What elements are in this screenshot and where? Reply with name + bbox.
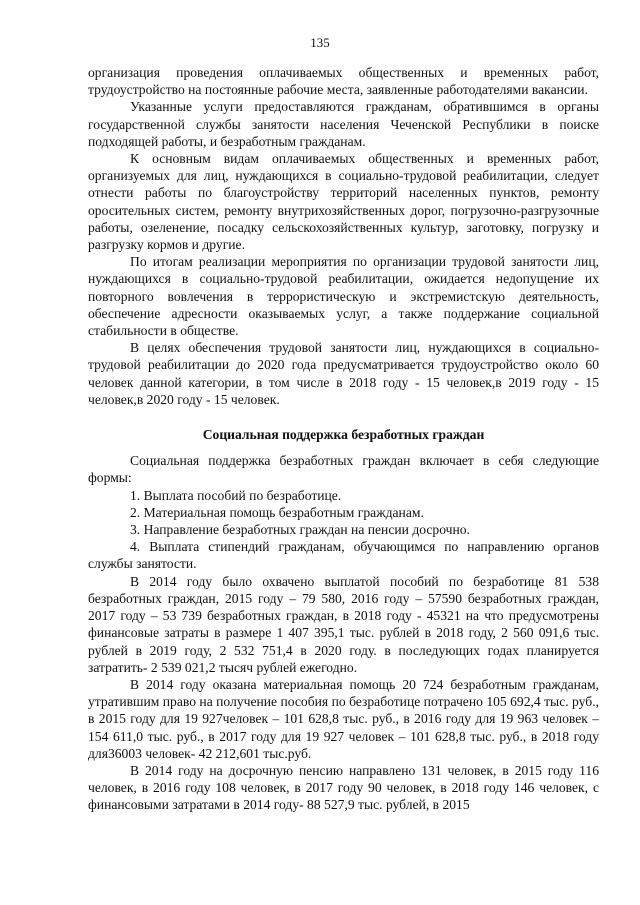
page-number: 135 xyxy=(310,35,330,50)
paragraph: организация проведения оплачиваемых общественных и временных работ, трудоустройство на постоянные рабочие места, заявленные работодателями вакансии. xyxy=(88,65,599,98)
list-item: 3. Направление безработных граждан на пенсии досрочно. xyxy=(130,522,470,538)
paragraph: По итогам реализации мероприятия по организации трудовой занятости лиц, нуждающихся в социально-трудовой реабилитации, ожидается недопущение их повторного вовлечения в террористическую и экстремистскую деятельность, обеспечение адресности оказываемых услуг, а также поддержание социальной стабильности в обществе. xyxy=(88,254,599,339)
paragraph: В 2014 году было охвачено выплатой пособий по безработице 81 538 безработных граждан, 2015 году – 79 580, 2016 году – 57590 безработных граждан, 2017 году – 53 739 безработных граждан, в 2018 году - 45321 на что предусмотрены финансовые затраты в размере 1 407 395,1 тыс. рублей в 2018 году, 2 560 091,6 тыс. рублей в 2019 году, 2 532 751,4 в 2020 году. в последующих годах планируется затратить- 2 539 021,2 тысяч рублей ежегодно. xyxy=(88,573,599,675)
list-item: 1. Выплата пособий по безработице. xyxy=(130,487,342,503)
paragraph: Указанные услуги предоставляются гражданам, обратившимся в органы государственной службы занятости населения Чеченской Республики в поиске подходящей работы, и безработным гражданам. xyxy=(88,99,599,149)
paragraph: К основным видам оплачиваемых общественных и временных работ, организуемых для лиц, нуждающихся в социально-трудовой реабилитации, следует отнести работы по благоустройству территорий населенных пунктов, ремонту оросительных систем, ремонту внутрихозяйственных дорог, погрузочно-разгрузочные работы, озеленение, посадку сельскохозяйственных культур, заготовку, погрузку и разгрузку кормов и другие. xyxy=(88,151,599,253)
paragraph: Социальная поддержка безработных граждан включает в себя следующие формы: xyxy=(88,453,599,486)
paragraph: В 2014 году на досрочную пенсию направлено 131 человек, в 2015 году 116 человек, в 2016 году 108 человек, в 2017 году 90 человек, в 2018 году 146 человек, с финансовыми затратами в 2014 году- 88 527,9 тыс. рублей, в 2015 xyxy=(88,762,599,813)
paragraph: В целях обеспечения трудовой занятости лиц, нуждающихся в социально-трудовой реабилитации до 2020 года предусматривается трудоустройство около 60 человек данной категории, в том числе в 2018 году - 15 человек,в 2019 году - 15 человек,в 2020 году - 15 человек. xyxy=(88,340,599,407)
paragraph: В 2014 году оказана материальная помощь 20 724 безработным гражданам, утратившим право на получение пособия по безработице потрачено 105 692,4 тыс. руб., в 2015 году для 19 927человек – 101 628,8 тыс. руб., в 2016 году для 19 963 человек – 154 611,0 тыс. руб., в 2017 году для 19 927 человек – 101 628,8 тыс. руб., в 2018 году для36003 человек- 42 212,601 тыс.руб. xyxy=(88,676,599,761)
section-heading: Социальная поддержка безработных граждан xyxy=(202,427,485,443)
page-body xyxy=(88,64,599,814)
list-item: 2. Материальная помощь безработным гражданам. xyxy=(130,504,424,520)
list-item: 4. Выплата стипендий гражданам, обучающимся по направлению органов службы занятости. xyxy=(88,539,599,572)
